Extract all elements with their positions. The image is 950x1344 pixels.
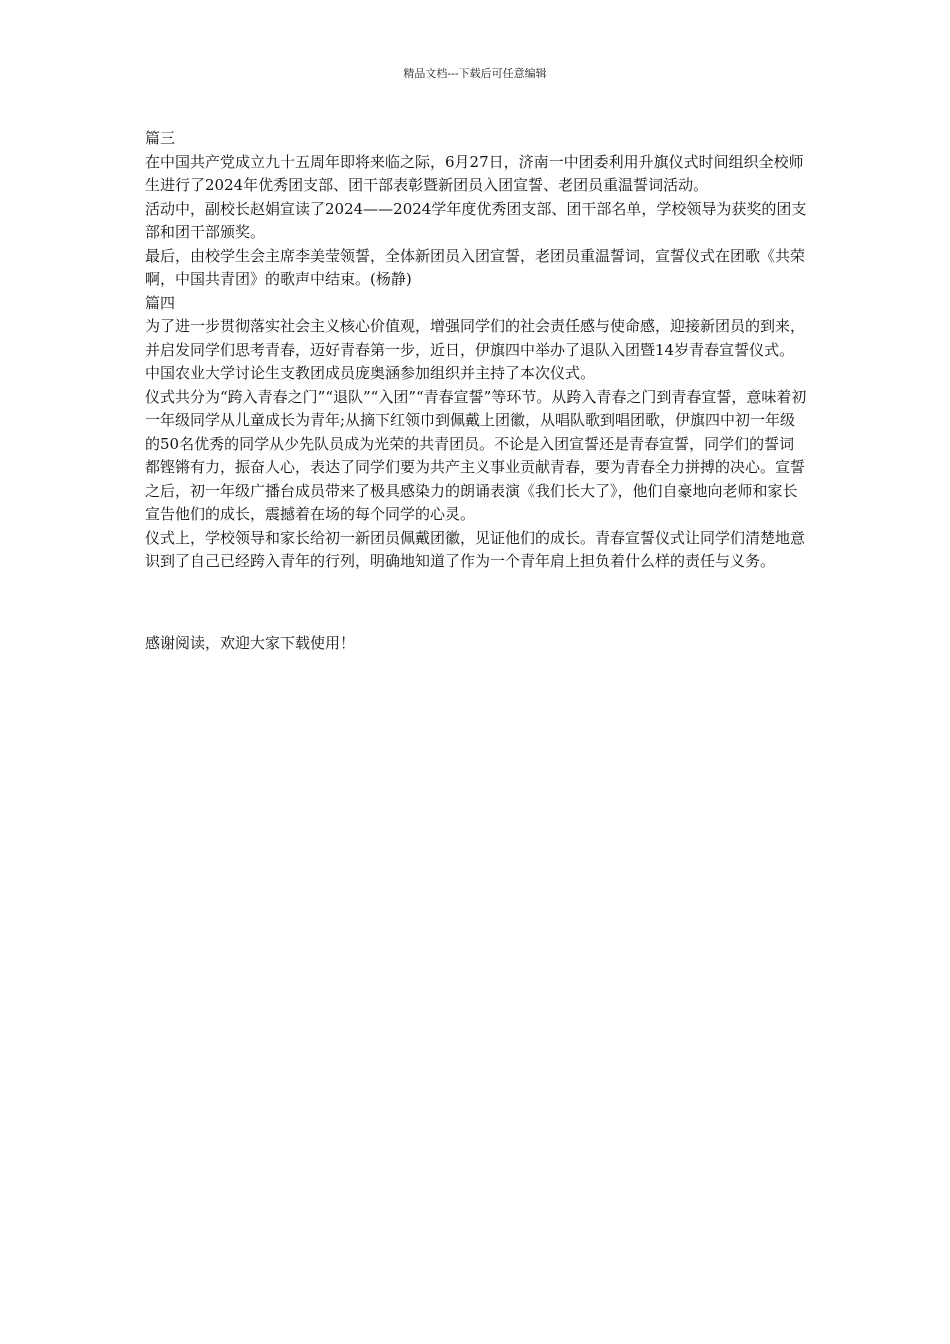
page-header: 精品文档---下载后可任意编辑 — [403, 67, 547, 80]
paragraph: 仪式上，学校领导和家长给初一新团员佩戴团徽，见证他们的成长。青春宣誓仪式让同学们清楚地意识到了自己已经跨入青年的行列，明确地知道了作为一个青年肩上担负着什么样的责任与义务。 — [145, 528, 806, 570]
section-title: 篇三 — [145, 129, 176, 147]
closing-line: 感谢阅读，欢迎大家下载使用！ — [145, 633, 356, 652]
document-body — [145, 127, 807, 655]
paragraph: 仪式共分为“跨入青春之门”“退队”“入团”“青春宣誓”等环节。从跨入青春之门到青春宣誓，意味着初一年级同学从儿童成长为青年;从摘下红领巾到佩戴上团徽，从唱队歌到唱团歌，伊旗四中初一年级的50名优秀的同学从少先队员成为光荣的共青团员。不论是入团宣誓还是青春宣誓，同学们的誓词都铿锵有力，振奋人心，表达了同学们要为共产主义事业贡献青春，要为青春全力拼搏的决心。宣誓之后，初一年级广播台成员带来了极具感染力的朗诵表演《我们长大了》，他们自豪地向老师和家长宣告他们的成长，震撼着在场的每个同学的心灵。 — [145, 387, 807, 523]
blank-space — [145, 574, 807, 632]
paragraph: 最后，由校学生会主席李美莹领誓，全体新团员入团宣誓，老团员重温誓词，宣誓仪式在团歌《共荣啊，中国共青团》的歌声中结束。(杨静) — [145, 246, 806, 288]
paragraph: 在中国共产党成立九十五周年即将来临之际，6月27日，济南一中团委利用升旗仪式时间组织全校师生进行了2024年优秀团支部、团干部表彰暨新团员入团宣誓、老团员重温誓词活动。 — [145, 152, 804, 194]
paragraph: 为了进一步贯彻落实社会主义核心价值观，增强同学们的社会责任感与使命感，迎接新团员的到来，并启发同学们思考青春，迈好青春第一步，近日，伊旗四中举办了退队入团暨14岁青春宣誓仪式。中国农业大学讨论生支教团成员庞奥涵参加组织并主持了本次仪式。 — [145, 317, 806, 382]
section-title: 篇四 — [145, 293, 176, 312]
paragraph: 活动中，副校长赵娟宣读了2024——2024学年度优秀团支部、团干部名单，学校领导为获奖的团支部和团干部颁奖。 — [145, 199, 807, 241]
